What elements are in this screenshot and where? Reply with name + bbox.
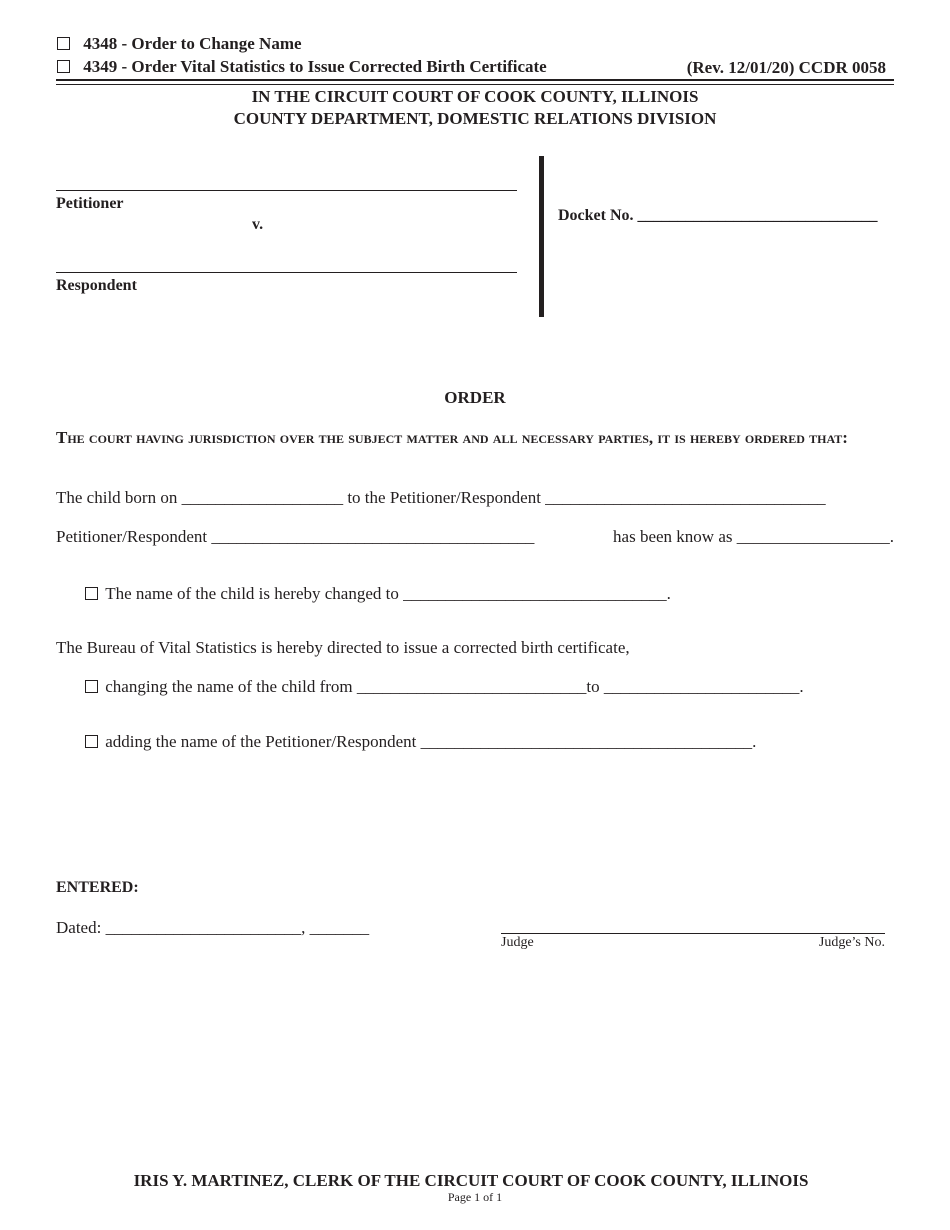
known-as-field[interactable]: has been know as __________________.	[613, 527, 894, 546]
adding-name-option	[85, 732, 756, 752]
bureau-directive: The Bureau of Vital Statistics is hereby directed to issue a corrected birth certificate,	[56, 638, 630, 657]
dated-field[interactable]: Dated: _______________________, _______	[56, 918, 370, 937]
respondent-name-line[interactable]	[56, 272, 517, 273]
form-4349-label: 4349 - Order Vital Statistics to Issue Corrected Birth Certificate	[83, 57, 547, 76]
versus-label: v.	[252, 216, 264, 233]
court-division: COUNTY DEPARTMENT, DOMESTIC RELATIONS DIVISION	[233, 109, 717, 128]
clerk-footer: IRIS Y. MARTINEZ, CLERK OF THE CIRCUIT COURT OF COOK COUNTY, ILLINOIS	[133, 1171, 809, 1190]
respondent-label: Respondent	[56, 277, 137, 294]
header-rule-bottom	[56, 84, 894, 85]
petitioner-label: Petitioner	[56, 195, 124, 212]
judge-label: Judge	[501, 935, 534, 950]
adding-name-checkbox[interactable]	[85, 735, 98, 748]
petitioner-known-line[interactable]: Petitioner/Respondent ______________________________________	[56, 527, 535, 546]
caption-divider	[539, 156, 544, 317]
changing-name-checkbox[interactable]	[85, 680, 98, 693]
judge-number-label: Judge’s No.	[818, 935, 885, 950]
child-born-line[interactable]: The child born on ___________________ to the Petitioner/Respondent _________________________________	[56, 488, 826, 507]
name-changed-label: The name of the child is hereby changed to _______________________________.	[105, 584, 671, 603]
changing-name-label: changing the name of the child from ___________________________to _______________________.	[105, 677, 804, 696]
court-title: IN THE CIRCUIT COURT OF COOK COUNTY, ILLINOIS	[251, 87, 699, 106]
order-preamble: The court having jurisdiction over the subject matter and all necessary parties, it is hereby ordered that:	[56, 428, 848, 447]
form-4348-option	[57, 34, 302, 54]
changing-name-option	[85, 677, 804, 697]
name-changed-option	[85, 584, 671, 604]
revision-number: (Rev. 12/01/20) CCDR 0058	[686, 58, 886, 77]
judge-signature-line[interactable]	[501, 933, 885, 934]
form-4349-checkbox[interactable]	[57, 60, 70, 73]
adding-name-label: adding the name of the Petitioner/Respondent _______________________________________.	[105, 732, 757, 751]
order-title: ORDER	[444, 388, 506, 407]
form-4349-option	[57, 57, 547, 77]
name-changed-checkbox[interactable]	[85, 587, 98, 600]
docket-number-field[interactable]: Docket No. ______________________________	[558, 207, 878, 224]
form-4348-label: 4348 - Order to Change Name	[83, 34, 302, 53]
petitioner-name-line[interactable]	[56, 190, 517, 191]
entered-label: ENTERED:	[56, 879, 139, 896]
form-4348-checkbox[interactable]	[57, 37, 70, 50]
header-rule-top	[56, 79, 894, 81]
page-number: Page 1 of 1	[447, 1190, 503, 1204]
